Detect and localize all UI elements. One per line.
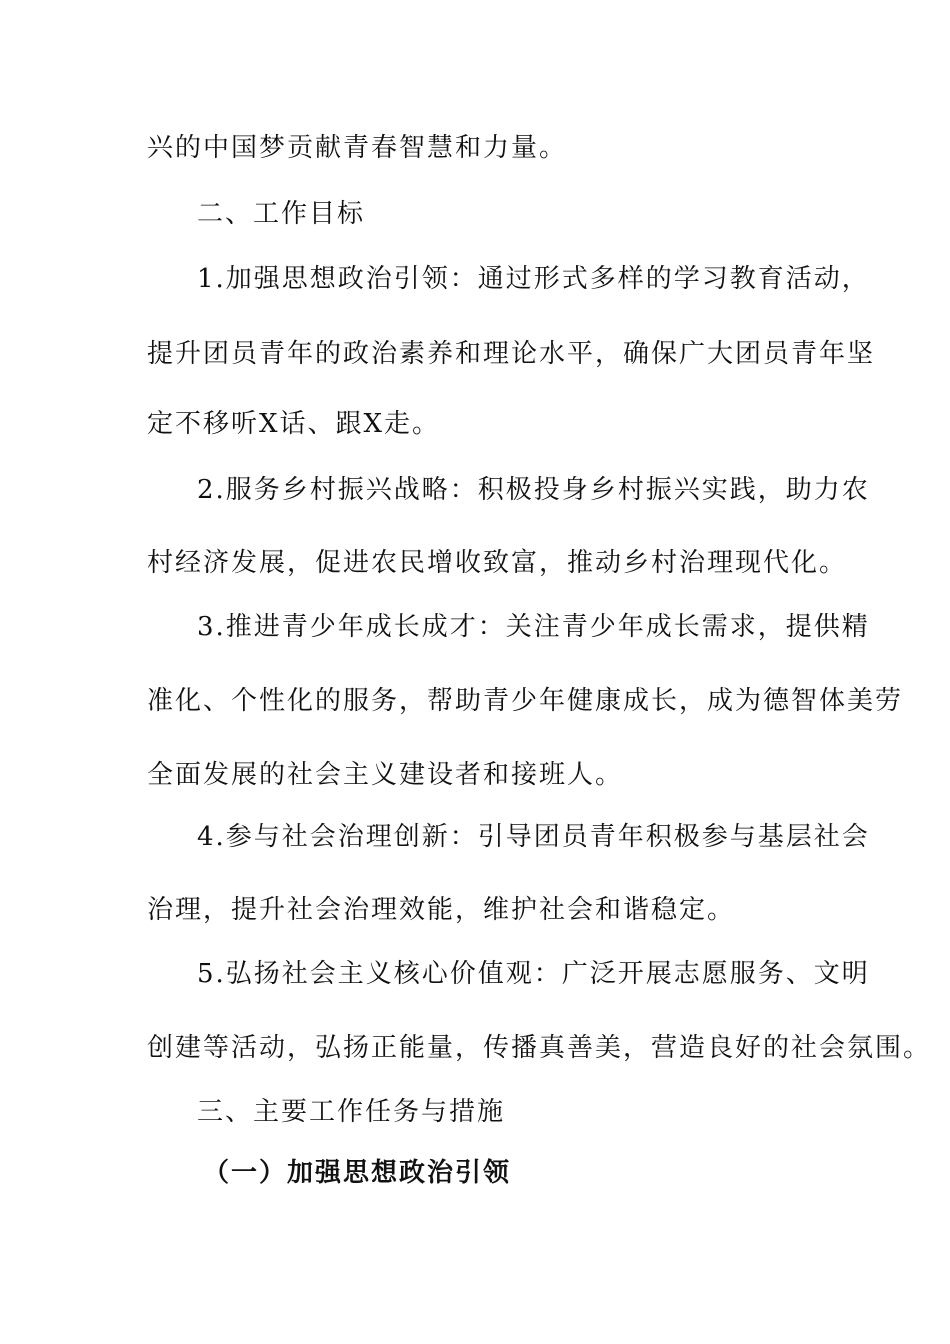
- goal-1-line-3: 定不移听X话、跟X走。: [147, 409, 441, 439]
- section-heading-main-tasks: 三、主要工作任务与措施: [197, 1097, 506, 1127]
- goal-3-line-1: 3.推进青少年成长成才：关注青少年成长需求，提供精: [197, 612, 870, 642]
- goal-1-line-1: 1.加强思想政治引领：通过形式多样的学习教育活动，: [197, 264, 870, 294]
- goal-4-line-1: 4.参与社会治理创新：引导团员青年积极参与基层社会: [197, 822, 870, 852]
- subsection-heading-ideological-guidance: （一）加强思想政治引领: [203, 1158, 512, 1188]
- goal-2-line-1: 2.服务乡村振兴战略：积极投身乡村振兴实践，助力农: [197, 475, 870, 505]
- goal-2-line-2: 村经济发展，促进农民增收致富，推动乡村治理现代化。: [147, 548, 848, 578]
- goal-3-line-2: 准化、个性化的服务，帮助青少年健康成长，成为德智体美劳: [147, 686, 904, 716]
- goal-1-line-2: 提升团员青年的政治素养和理论水平，确保广大团员青年坚: [147, 339, 876, 369]
- paragraph-line-continuation: 兴的中国梦贡献青春智慧和力量。: [147, 133, 568, 163]
- section-heading-work-goals: 二、工作目标: [197, 199, 366, 229]
- goal-4-line-2: 治理，提升社会治理效能，维护社会和谐稳定。: [147, 895, 736, 925]
- goal-5-line-1: 5.弘扬社会主义核心价值观：广泛开展志愿服务、文明: [197, 959, 870, 989]
- goal-5-line-2: 创建等活动，弘扬正能量，传播真善美，营造良好的社会氛围。: [147, 1033, 932, 1063]
- goal-3-line-3: 全面发展的社会主义建设者和接班人。: [147, 760, 624, 790]
